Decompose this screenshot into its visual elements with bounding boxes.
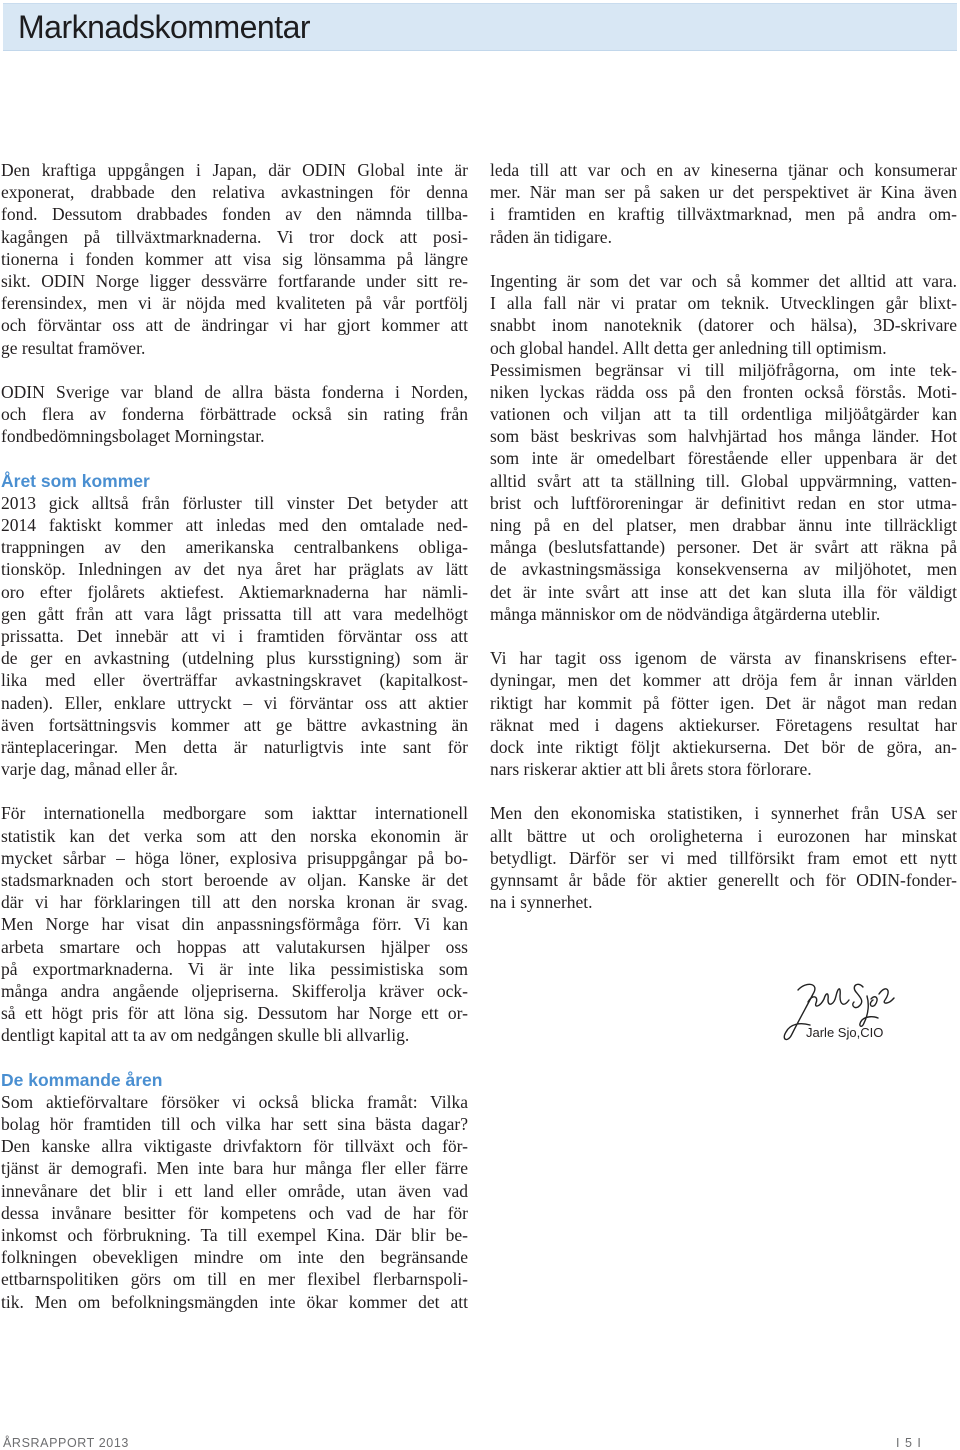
paragraph-2013 — [1, 492, 468, 780]
text-line: riktigt har kommit på fötter igen. Det är något man redan — [490, 692, 957, 713]
paragraph-norge — [1, 802, 468, 1046]
text-line: na i synnerhet. — [490, 892, 593, 913]
text-line: sikt. ODIN Norge ligger dessvärre fortfarande under sitt re- — [1, 270, 468, 291]
text-line: Men Norge har visat din anpassningsförmåga förr. Vi kan — [1, 914, 468, 935]
text-line: allt bättre ut och oroligheterna i eurozonen har minskat — [490, 825, 957, 846]
text-line: tik. Men om befolkningsmängden inte ökar kommer det att — [1, 1291, 468, 1312]
text-line: som inte är omedelbart förestående eller uppenbara är det — [490, 448, 957, 469]
text-line: leda till att var och en av kineserna tjänar och konsumerar — [490, 160, 957, 180]
text-line: prissatta. Det innebär att vi i framtiden förväntar oss att — [1, 625, 468, 646]
text-line: Ingenting är som det var och så kommer det alltid att vara. — [490, 270, 957, 291]
text-line: statistik kan det verka som att den norska ekonomin är — [1, 825, 468, 846]
text-line: Den kraftiga uppgången i Japan, där ODIN Global inte är — [1, 160, 468, 180]
text-line: Som aktieförvaltare försöker vi också blicka framåt: Vilka — [1, 1091, 468, 1112]
text-line: dessa invånare besitter för kompetens och vad de har för — [1, 1202, 468, 1223]
text-line: ODIN Sverige var bland de allra bästa fonderna i Norden, — [1, 381, 468, 402]
text-line: 2014 faktiskt kommer att inledas med den omtalade ned- — [1, 515, 468, 535]
text-line: många människor om de nödvändiga åtgärderna uteblir. — [490, 603, 881, 624]
text-line: snabbt inom nanoteknik (datorer och hälsa), 3D-skrivare — [490, 315, 957, 336]
text-line: niken lyckas rädda oss på den fronten också förstås. Moti- — [490, 381, 957, 402]
header-bar — [3, 3, 957, 51]
text-line: det är inte svårt att inse att det kan sluta illa för väldigt — [490, 581, 957, 602]
paragraph-odin-sverige — [1, 381, 468, 448]
footer-report-label: ÅRSRAPPORT 2013 — [3, 1436, 129, 1450]
text-line: Den kanske allra viktigaste drivfaktorn för tillväxt och för- — [1, 1136, 468, 1157]
paragraph-demografi — [1, 1091, 468, 1313]
text-line: tionsköp. Inledningen av det nya året har präglats av lätt — [1, 559, 468, 580]
text-line: så ett högt pris för att löna sig. Dessutom har Norge ett or- — [1, 1003, 468, 1024]
page-title: Marknadskommentar — [18, 9, 311, 45]
paragraph-kina — [490, 159, 957, 248]
text-line: de ger en avkastning (utdelning plus kursstigning) som är — [1, 648, 468, 669]
text-line: tjänst är demografi. Men inte bara hur många fler eller färre — [1, 1158, 468, 1179]
text-line: 2013 gick alltså från förluster till vinster Det betyder att — [1, 492, 468, 513]
text-line: de avkastningsmässiga konsekvenserna av miljöhotet, men — [490, 559, 957, 580]
text-line: naden). Eller, enklare uttryckt – vi förväntar oss att aktier — [1, 692, 468, 713]
paragraph-statistik — [490, 802, 957, 913]
text-line: I alla fall när vi pratar om teknik. Utvecklingen går blixt- — [490, 293, 957, 314]
text-line: gen gått från att vara lågt prissatta till att vara medelhögt — [1, 603, 468, 624]
text-line: i framtiden en kraftig tillväxtmarknad, men på andra om- — [490, 204, 957, 225]
text-line: även fortsättningsvis kommer att ge bättre avkastning än — [1, 714, 468, 735]
text-line: nars riskerar aktier att bli årets stora förlorare. — [490, 759, 812, 780]
text-line: och flera av fonderna förbättrade också sin rating från — [1, 404, 468, 425]
text-line: För internationella medborgare som iakttar internationell — [1, 803, 468, 824]
text-line: många (beslutsfattande) personer. Det är svårt att räkna på — [490, 537, 957, 558]
text-line: folkningen obevekligen mindre om inte den begränsande — [1, 1247, 468, 1268]
text-line: bolag hör framtiden till och vilka har sett sina bästa dagar? — [1, 1114, 468, 1135]
text-line: oro efter fjolårets aktiefest. Aktiemarknaderna har nämli- — [1, 581, 468, 602]
text-line: som bäst beskrivas som halvhjärtad hos många länder. Hot — [490, 426, 957, 447]
paragraph-miljo — [490, 359, 957, 625]
text-line: lika med eller överträffar avkastningskravet (kapitalkost- — [1, 670, 468, 691]
section-heading-de-kommande-aren: De kommande åren — [1, 1069, 163, 1090]
text-line: Men den ekonomiska statistiken, i synnerhet från USA ser — [490, 803, 957, 824]
text-line: innevånare det blir i ett land eller område, utan även vad — [1, 1180, 468, 1201]
text-line: arbeta smartare och hoppas att valutakursen hjälper oss — [1, 936, 468, 957]
text-line: trappningen av den amerikanska centralbankens obliga- — [1, 537, 468, 558]
text-line: betydligt. Därför ser vi med tillförsikt fram emot ett nytt — [490, 847, 957, 868]
text-line: fondbedömningsbolaget Morningstar. — [1, 426, 265, 447]
text-line: inkomst och förbrukning. Ta till exempel Kina. Där blir be- — [1, 1225, 468, 1245]
text-line: kagången på tillväxtmarknaderna. Vi tror dock att posi- — [1, 226, 468, 247]
footer-page-number: I 5 I — [896, 1436, 922, 1450]
text-line: ning på en del platser, men drabbar ännu inte tillräckligt — [490, 515, 957, 535]
text-line: exponerat, drabbade den relativa avkastningen för denna — [1, 182, 468, 203]
text-line: många andra angående oljepriserna. Skifferolja kräver ock- — [1, 980, 468, 1001]
text-line: gynnsamt år både för aktier generellt och för ODIN-fonder- — [490, 870, 957, 890]
text-line: brist och luftföroreningar är definitivt redan en stor utma- — [490, 492, 957, 513]
text-line: mer. När man ser på saken ur det perspektivet är Kina även — [490, 182, 957, 203]
text-line: där vi har förklaringen till att den norska kronan är svag. — [1, 892, 468, 913]
text-line: dock inte riktigt följt aktiekurserna. Det bör de göra, an- — [490, 736, 957, 757]
text-line: Vi har tagit oss igenom de värsta av finanskrisens efter- — [490, 648, 957, 669]
text-line: fond. Dessutom drabbades fonden av den nämnda tillba- — [1, 204, 468, 225]
text-line: varje dag, månad eller år. — [1, 759, 178, 780]
signature-caption: Jarle Sjo,CIO — [806, 1025, 884, 1040]
text-line: ge resultat framöver. — [1, 337, 146, 358]
paragraph-japan — [1, 159, 468, 359]
text-line: Pessimismen begränsar vi till miljöfrågorna, om inte tek- — [490, 359, 957, 380]
text-line: dyningar, men det kommer att dröja fem år innan världen — [490, 670, 957, 691]
text-line: räknat med i dagens aktiekurser. Företagens resultat har — [490, 714, 957, 735]
text-line: alltid svårt att ta ställning till. Global uppvärmning, vatten- — [490, 470, 957, 491]
section-heading-aret-som-kommer: Året som kommer — [1, 470, 150, 491]
text-line: tionerna i fonden kommer att visa sig lönsamma på längre — [1, 248, 468, 269]
text-line: ferensindex, men vi är nöjda med kvaliteten på vår portfölj — [1, 293, 468, 314]
text-line: på exportmarknaderna. Vi är inte lika pessimistiska som — [1, 958, 468, 979]
right-column — [490, 159, 957, 936]
text-line: ettbarnspolitiken görs om till en mer flexibel flerbarnspoli- — [1, 1269, 468, 1290]
left-column — [1, 159, 468, 1335]
paragraph-teknik — [490, 270, 957, 359]
text-line: och global handel. Allt detta ger anledning till optimism. — [490, 337, 887, 358]
paragraph-finanskris — [490, 647, 957, 780]
text-line: och förväntar oss att de ändringar vi har gjort kommer att — [1, 315, 468, 336]
text-line: ränteplaceringar. Men detta är naturligtvis inte sant för — [1, 736, 468, 757]
text-line: stadsmarknaden och stort beroende av oljan. Kanske är det — [1, 870, 468, 890]
text-line: dentligt kapital att ta av om nedgången skulle bli allvarlig. — [1, 1025, 410, 1046]
text-line: mycket sårbar – höga löner, explosiva prisuppgångar på bo- — [1, 847, 468, 868]
text-line: vationen och viljan att ta till ordentliga miljöåtgärder kan — [490, 404, 957, 425]
text-line: råden än tidigare. — [490, 226, 612, 247]
